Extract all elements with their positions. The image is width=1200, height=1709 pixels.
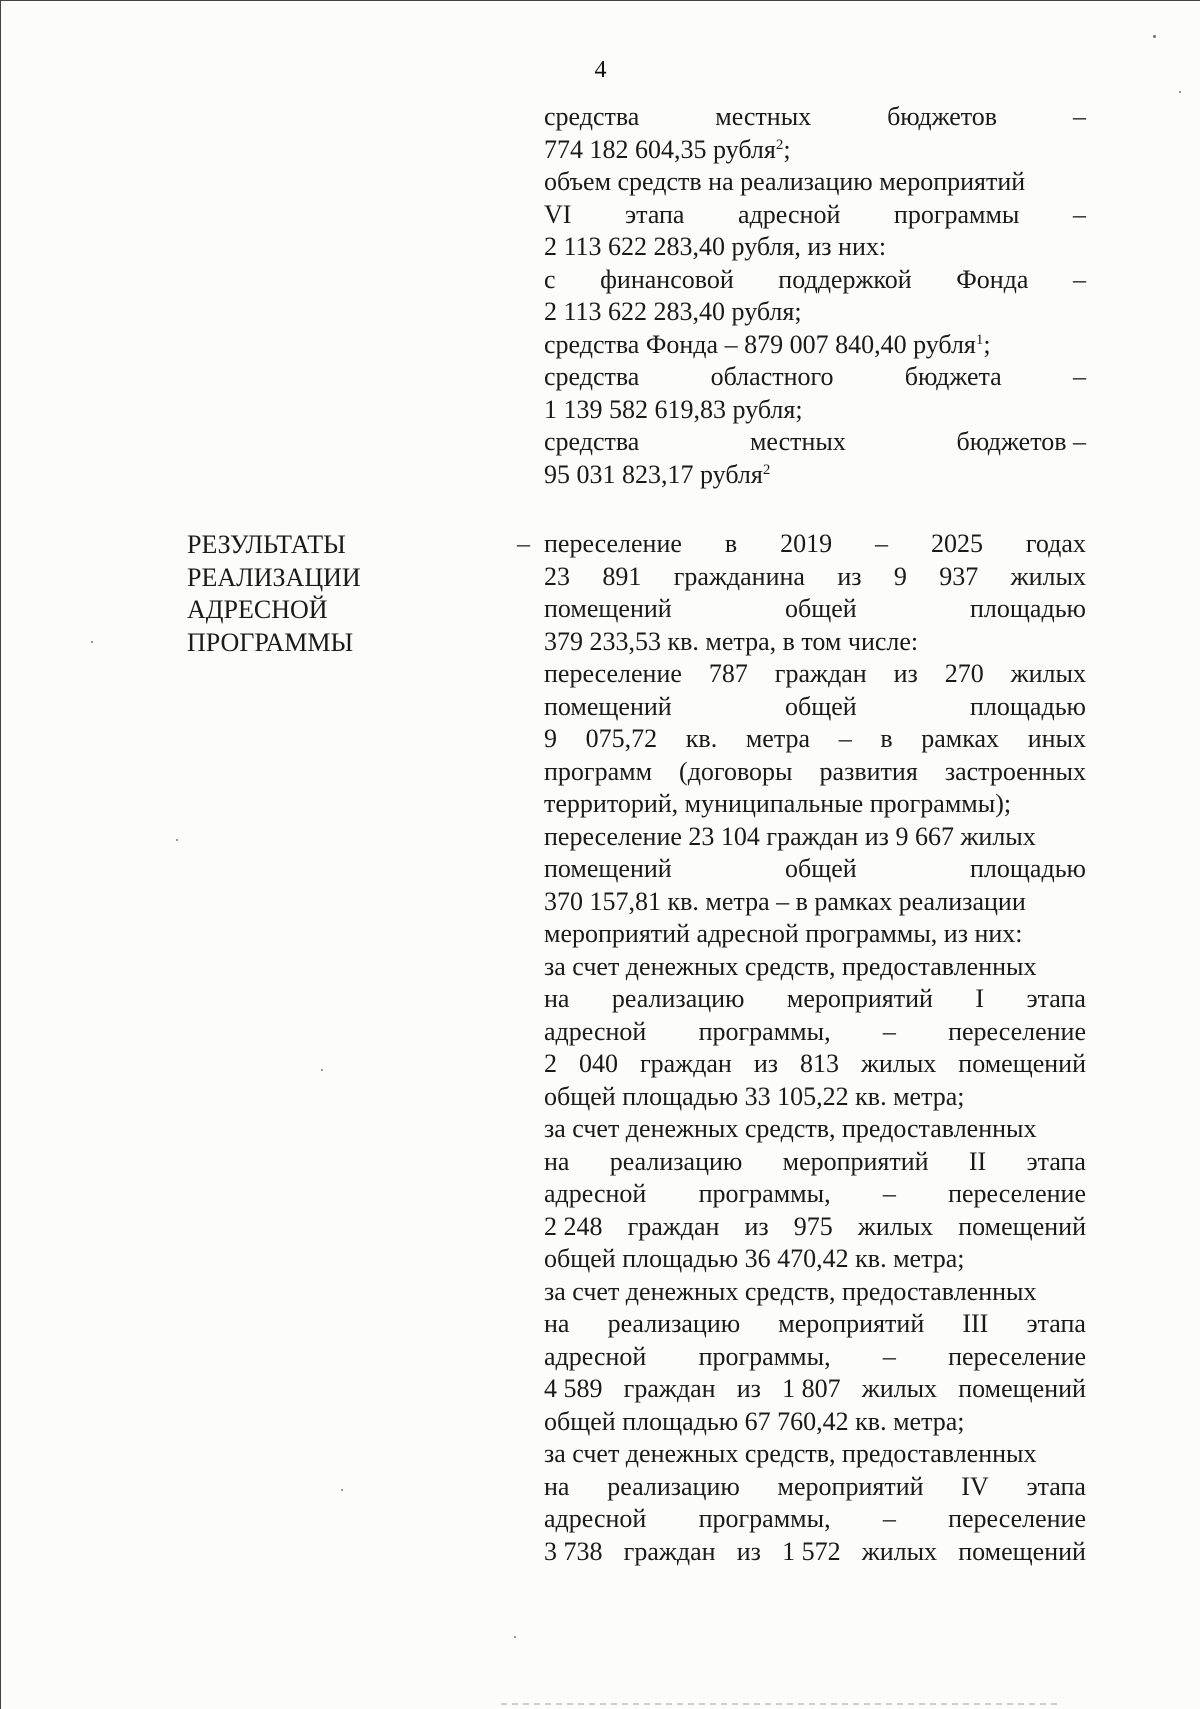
word: помещений bbox=[544, 691, 672, 721]
text-line bbox=[544, 983, 1086, 1016]
word: программы, bbox=[698, 1504, 831, 1533]
word: (договоры bbox=[679, 756, 793, 786]
text-line bbox=[544, 886, 1086, 919]
line-text: объем средств на реализацию мероприятий bbox=[544, 167, 1026, 196]
text-line bbox=[544, 1016, 1086, 1049]
word: – bbox=[882, 1504, 896, 1533]
word: мероприятий bbox=[786, 984, 933, 1013]
word: граждан bbox=[623, 1374, 716, 1403]
text-line bbox=[544, 426, 1086, 459]
text-line bbox=[544, 1503, 1086, 1536]
line-tail: ; bbox=[783, 134, 791, 164]
footnote-mark: 2 bbox=[762, 461, 771, 478]
word: кв. bbox=[685, 724, 718, 753]
line-text: 774 182 604,35 рубля bbox=[544, 134, 776, 164]
word: 2025 bbox=[930, 529, 983, 558]
text-line bbox=[544, 691, 1086, 724]
word: 1 807 bbox=[782, 1374, 841, 1403]
word: жилых bbox=[861, 1536, 938, 1566]
scan-speck bbox=[514, 1636, 516, 1638]
word: – bbox=[1072, 264, 1086, 294]
word: средства bbox=[544, 102, 640, 131]
word: этапа bbox=[624, 199, 685, 229]
word: поддержкой bbox=[778, 264, 912, 294]
word: площадью bbox=[970, 854, 1086, 883]
text-line bbox=[544, 1276, 1086, 1309]
word: Фонда bbox=[956, 264, 1029, 294]
text-line bbox=[544, 593, 1086, 626]
funding-continuation-block bbox=[544, 101, 1086, 491]
word: – bbox=[1072, 362, 1086, 391]
word: местных bbox=[749, 427, 846, 456]
text-line bbox=[544, 459, 1086, 492]
line-text: за счет денежных средств, предоставленных bbox=[544, 951, 1037, 981]
word: на bbox=[544, 1471, 570, 1501]
word: – bbox=[882, 1179, 896, 1208]
word: – bbox=[875, 529, 889, 558]
word: развития bbox=[819, 756, 918, 786]
text-line bbox=[544, 918, 1086, 951]
word: IV bbox=[961, 1471, 989, 1501]
word: жилых bbox=[860, 1049, 937, 1078]
word: помещений bbox=[958, 1374, 1086, 1403]
text-line bbox=[544, 723, 1086, 756]
text-line bbox=[544, 561, 1086, 594]
word: 075,72 bbox=[585, 724, 658, 753]
word: II bbox=[968, 1146, 987, 1176]
word: этапа bbox=[1026, 1146, 1086, 1176]
word: переселение bbox=[544, 659, 682, 688]
word: из bbox=[736, 1374, 761, 1403]
line-text: мероприятий адресной программы, из них: bbox=[544, 919, 1023, 948]
text-line bbox=[544, 1081, 1086, 1114]
word: граждан bbox=[774, 659, 867, 688]
section-label-line: ПРОГРАММЫ bbox=[187, 627, 354, 657]
word: VI bbox=[544, 199, 572, 229]
line-text: общей площадью 36 470,42 кв. метра; bbox=[544, 1244, 965, 1273]
text-line bbox=[544, 1438, 1086, 1471]
text-line bbox=[544, 1373, 1086, 1406]
word: жилых bbox=[857, 1211, 934, 1241]
word: жилых bbox=[1010, 561, 1086, 591]
word: средства bbox=[544, 362, 640, 391]
word: мероприятий bbox=[778, 1309, 925, 1338]
line-text: за счет денежных средств, предоставленных bbox=[544, 1439, 1037, 1468]
page-number: 4 bbox=[594, 57, 607, 83]
word: финансовой bbox=[600, 264, 734, 294]
text-line bbox=[544, 821, 1086, 854]
word: 813 bbox=[799, 1049, 839, 1078]
word: из bbox=[744, 1211, 769, 1241]
word: из bbox=[736, 1536, 761, 1566]
label-separator-dash: – bbox=[517, 529, 530, 558]
text-line bbox=[544, 101, 1086, 134]
word: 4 589 bbox=[544, 1374, 603, 1403]
word: из bbox=[837, 561, 862, 591]
line-text: 2 113 622 283,40 рубля, из них: bbox=[544, 232, 887, 261]
word: жилых bbox=[861, 1374, 938, 1403]
word: реализацию bbox=[611, 984, 745, 1013]
word: адресной bbox=[544, 1179, 647, 1208]
word: помещений bbox=[958, 1211, 1086, 1241]
text-line bbox=[544, 788, 1086, 821]
word: 891 bbox=[602, 561, 642, 591]
section-label-line: РЕЗУЛЬТАТЫ bbox=[187, 530, 346, 559]
word: 9 bbox=[893, 561, 907, 591]
word: 3 738 bbox=[544, 1536, 603, 1566]
word: общей bbox=[785, 691, 857, 721]
word: этапа bbox=[1026, 1471, 1086, 1501]
section-label-line: АДРЕСНОЙ bbox=[187, 595, 328, 624]
word: реализацию bbox=[609, 1146, 743, 1176]
word: программы, bbox=[698, 1179, 831, 1208]
word: 2 248 bbox=[544, 1211, 603, 1241]
word: на bbox=[544, 984, 570, 1013]
line-text: общей площадью 33 105,22 кв. метра; bbox=[544, 1081, 965, 1111]
word: помещений bbox=[958, 1049, 1086, 1078]
text-line bbox=[544, 951, 1086, 984]
word: областного bbox=[710, 362, 834, 391]
word: переселение bbox=[948, 1341, 1086, 1371]
line-text: 1 139 582 619,83 рубля; bbox=[544, 394, 803, 424]
word: I bbox=[975, 984, 985, 1013]
word: 2019 bbox=[780, 529, 833, 558]
word: из bbox=[753, 1049, 778, 1078]
word: – bbox=[1072, 199, 1086, 229]
word: переселение bbox=[948, 1179, 1086, 1208]
text-line bbox=[544, 1536, 1086, 1569]
word: мероприятий bbox=[777, 1471, 924, 1501]
word: 937 bbox=[939, 561, 979, 591]
line-text: 95 031 823,17 рубля bbox=[544, 459, 763, 489]
text-line bbox=[544, 1146, 1086, 1179]
line-text: средства Фонда – 879 007 840,40 рубля bbox=[544, 329, 976, 359]
word: общей bbox=[785, 854, 857, 883]
word: 975 bbox=[793, 1211, 833, 1241]
text-line bbox=[544, 1243, 1086, 1276]
text-line bbox=[544, 853, 1086, 886]
scan-speck bbox=[321, 1069, 323, 1071]
word: реализацию bbox=[607, 1471, 740, 1501]
text-line bbox=[544, 394, 1086, 427]
text-line bbox=[544, 264, 1086, 297]
results-section-text bbox=[544, 528, 1086, 1568]
word: помещений bbox=[544, 594, 672, 623]
word: адресной bbox=[544, 1504, 647, 1533]
word: гражданина bbox=[673, 561, 805, 591]
word: – bbox=[838, 724, 852, 753]
text-line bbox=[544, 1211, 1086, 1244]
line-text: 379 233,53 кв. метра, в том числе: bbox=[544, 626, 919, 656]
text-line bbox=[544, 134, 1086, 167]
scan-speck bbox=[91, 641, 93, 643]
word: 1 572 bbox=[782, 1536, 841, 1566]
text-line bbox=[544, 1341, 1086, 1374]
scan-speck bbox=[341, 1489, 343, 1491]
word: на bbox=[544, 1146, 570, 1176]
word: переселение bbox=[544, 529, 682, 558]
word: программы, bbox=[698, 1341, 831, 1371]
word: 9 bbox=[544, 724, 557, 753]
word: средства bbox=[544, 427, 640, 456]
footnote-mark: 1 bbox=[975, 331, 984, 348]
word: местных bbox=[715, 102, 812, 131]
word: иных bbox=[1027, 724, 1086, 753]
results-section-label bbox=[187, 529, 447, 659]
word: помещений bbox=[544, 854, 672, 883]
word: метра bbox=[745, 724, 811, 753]
word: граждан bbox=[639, 1049, 732, 1078]
word: программы, bbox=[698, 1016, 831, 1046]
text-line bbox=[544, 231, 1086, 264]
scan-speck bbox=[1153, 35, 1156, 38]
text-line bbox=[544, 166, 1086, 199]
word: жилых bbox=[1010, 659, 1086, 688]
word: адресной bbox=[544, 1341, 647, 1371]
text-line bbox=[544, 296, 1086, 329]
word: реализацию bbox=[607, 1309, 741, 1338]
word: – bbox=[1072, 102, 1086, 131]
word: из bbox=[893, 659, 918, 688]
word: адресной bbox=[544, 1016, 647, 1046]
line-text: переселение 23 104 граждан из 9 667 жилых bbox=[544, 821, 1036, 851]
word: 787 bbox=[708, 659, 748, 688]
text-line bbox=[544, 528, 1086, 561]
text-line bbox=[544, 1308, 1086, 1341]
word: застроенных bbox=[944, 756, 1086, 786]
word: с bbox=[544, 264, 556, 294]
word: – bbox=[882, 1016, 896, 1046]
line-text: территорий, муниципальные программы); bbox=[544, 789, 1012, 818]
text-line bbox=[544, 1113, 1086, 1146]
text-line bbox=[544, 756, 1086, 789]
word: площадью bbox=[970, 594, 1086, 623]
word: граждан bbox=[627, 1211, 720, 1241]
word: мероприятий bbox=[782, 1146, 929, 1176]
word: этапа bbox=[1026, 1309, 1086, 1338]
word: III bbox=[962, 1309, 989, 1338]
word: площадью bbox=[970, 691, 1086, 721]
word: рамках bbox=[921, 724, 1000, 753]
line-text: за счет денежных средств, предоставленных bbox=[544, 1276, 1037, 1306]
scan-speck bbox=[1179, 91, 1181, 93]
word: помещений bbox=[958, 1536, 1086, 1566]
section-label-line: РЕАЛИЗАЦИИ bbox=[187, 562, 361, 592]
text-line bbox=[544, 361, 1086, 394]
footnote-mark: 2 bbox=[775, 136, 784, 153]
line-text: за счет денежных средств, предоставленных bbox=[544, 1114, 1037, 1143]
word: в bbox=[880, 724, 893, 753]
text-line bbox=[544, 626, 1086, 659]
word: общей bbox=[785, 594, 857, 623]
text-line bbox=[544, 329, 1086, 362]
word: 2 bbox=[544, 1049, 557, 1078]
text-line bbox=[544, 1471, 1086, 1504]
line-text: общей площадью 67 760,42 кв. метра; bbox=[544, 1406, 965, 1436]
word: – bbox=[882, 1341, 896, 1371]
text-line bbox=[544, 1406, 1086, 1439]
word: переселение bbox=[948, 1016, 1086, 1046]
line-text: 370 157,81 кв. метра – в рамках реализации bbox=[544, 886, 1026, 916]
text-line bbox=[544, 1178, 1086, 1211]
word: 23 bbox=[544, 561, 570, 591]
scan-edge-artifact bbox=[501, 1703, 1061, 1705]
word: на bbox=[544, 1309, 570, 1338]
line-tail: ; bbox=[983, 329, 991, 359]
word: 270 bbox=[944, 659, 984, 688]
scan-speck bbox=[176, 839, 178, 841]
word: этапа bbox=[1026, 984, 1086, 1013]
word: переселение bbox=[948, 1504, 1086, 1533]
word: программы bbox=[893, 199, 1020, 229]
word: 040 bbox=[578, 1049, 618, 1078]
text-line bbox=[544, 199, 1086, 232]
word: адресной bbox=[738, 199, 841, 229]
word: бюджетов bbox=[887, 102, 998, 131]
word: граждан bbox=[623, 1536, 716, 1566]
word: бюджета bbox=[904, 362, 1002, 391]
line-text: 2 113 622 283,40 рубля; bbox=[544, 297, 802, 326]
word: программ bbox=[544, 756, 653, 786]
text-line bbox=[544, 658, 1086, 691]
text-line bbox=[544, 1048, 1086, 1081]
word: годах bbox=[1025, 529, 1086, 558]
word: бюджетов – bbox=[956, 427, 1086, 456]
word: в bbox=[724, 529, 738, 558]
